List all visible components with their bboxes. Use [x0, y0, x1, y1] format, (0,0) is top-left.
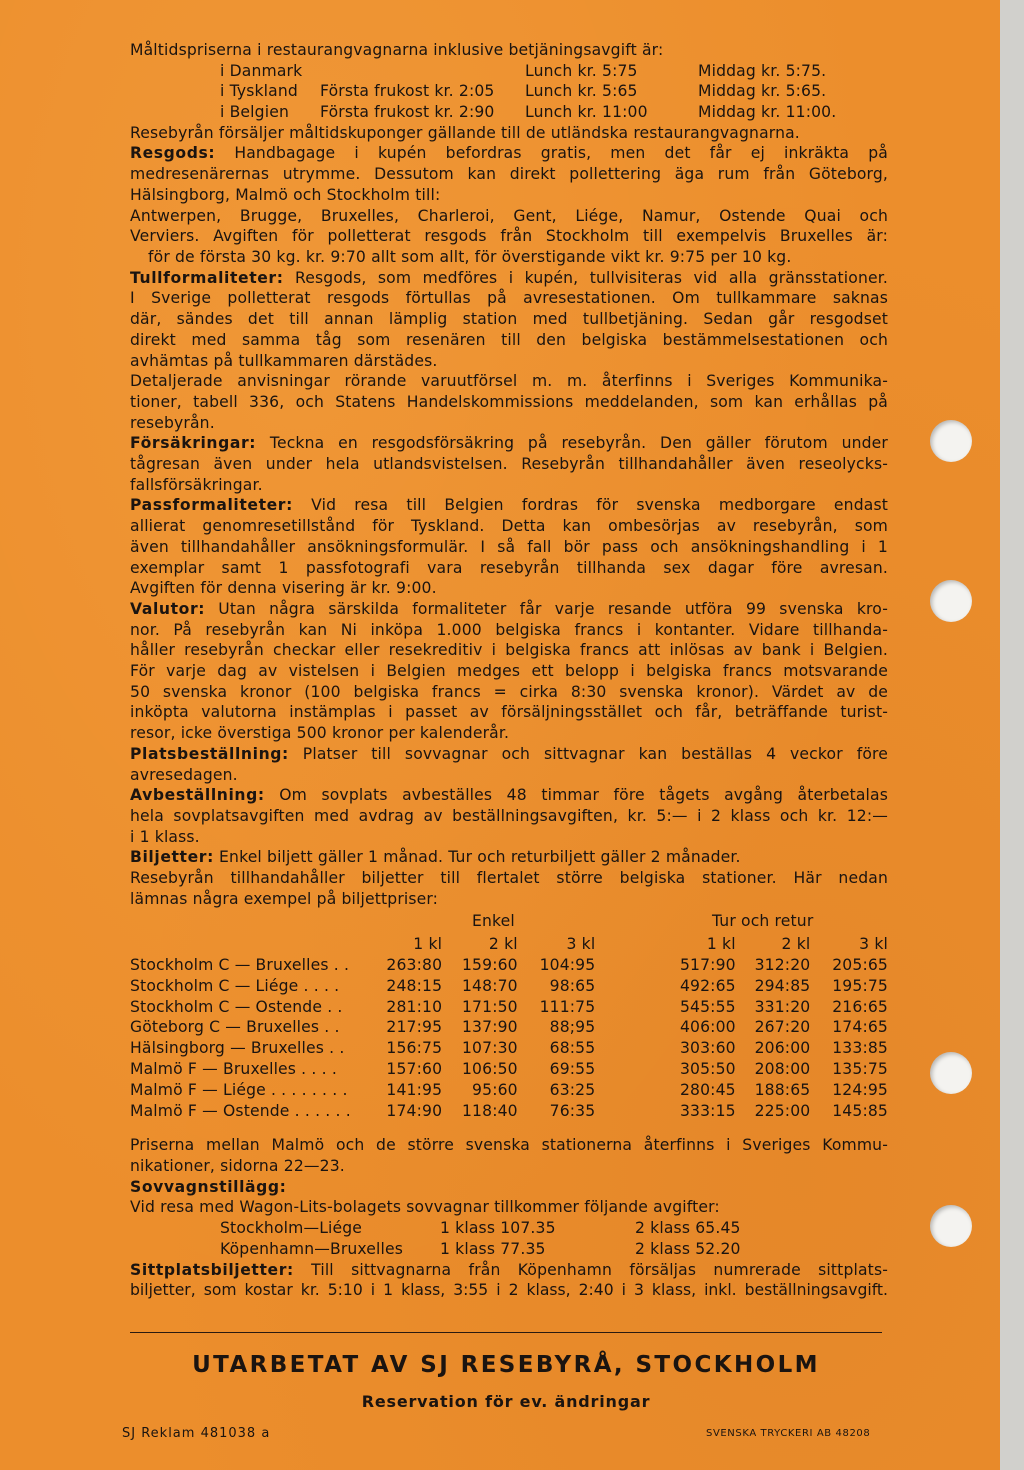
- price-cell: 95:60: [472, 1080, 518, 1099]
- forsakring-line: Försäkringar: Teckna en resgodsförsäkring på resebyrån. Den gäller förutom under: [130, 434, 888, 453]
- tull-line: avhämtas på tullkammaren därstädes.: [130, 351, 438, 370]
- class-header: 2 kl: [488, 935, 518, 954]
- price-cell: 406:00: [679, 1018, 736, 1037]
- price-cell: 248:15: [386, 976, 443, 995]
- price-cell: 174:90: [386, 1101, 443, 1120]
- price-cell: 118:40: [461, 1101, 518, 1120]
- price-cell: 205:65: [832, 956, 888, 975]
- after-table-line: nikationer, sidorna 22—23.: [130, 1157, 345, 1176]
- price-cell: 156:75: [386, 1039, 443, 1058]
- price-cell: 267:20: [754, 1018, 811, 1037]
- price-cell: 545:55: [679, 997, 736, 1016]
- price-cell: 159:60: [461, 956, 518, 975]
- route-cell: Göteborg C — Bruxelles . .: [130, 1018, 340, 1037]
- resgods-line: för de första 30 kg. kr. 9:70 allt som allt, för överstigande vikt kr. 9:75 per 10 kg.: [148, 247, 792, 266]
- platsbestallning-line: avresedagen.: [130, 765, 238, 784]
- price-cell: 104:95: [539, 956, 596, 975]
- price-cell: 68:55: [549, 1039, 596, 1058]
- class-header: 3 kl: [566, 935, 596, 954]
- class-header: 3 kl: [859, 935, 888, 954]
- sovvagn-first: 1 klass 107.35: [440, 1219, 556, 1238]
- pass-line: Passformaliteter: Vid resa till Belgien fordras för svenska medborgare endast: [130, 496, 888, 515]
- price-cell: 517:90: [679, 956, 736, 975]
- punch-hole: [930, 1205, 972, 1247]
- tull-line: I Sverige polletterat resgods förtullas på avresestationen. Om tullkammare saknas: [130, 289, 888, 308]
- section-heading: Avbeställning:: [130, 786, 265, 805]
- footer-subtitle: Reservation för ev. ändringar: [361, 1392, 651, 1411]
- punch-hole: [930, 1052, 972, 1094]
- group-single-label: Enkel: [472, 912, 515, 931]
- pass-line: allierat genomresetillstånd för Tyskland. Detta kan ombesörjas av resebyrån, som: [130, 517, 888, 536]
- meal-lunch: Lunch kr. 5:75: [525, 61, 638, 80]
- meal-breakfast: Första frukost kr. 2:90: [320, 103, 495, 122]
- section-heading: Passformaliteter:: [130, 496, 293, 515]
- price-cell: 111:75: [539, 997, 596, 1016]
- footer-title: UTARBETAT AV SJ RESEBYRÅ, STOCKHOLM: [192, 1352, 820, 1378]
- sovvagn-intro: Vid resa med Wagon-Lits-bolagets sovvagnar tillkommer följande avgifter:: [130, 1198, 720, 1217]
- price-cell: 148:70: [461, 976, 518, 995]
- sovvagn-first: 1 klass 77.35: [440, 1239, 546, 1258]
- biljetter-line: Biljetter: Enkel biljett gäller 1 månad. Tur och returbiljett gäller 2 månader.: [130, 848, 741, 867]
- biljetter-line: Resebyrån tillhandahåller biljetter till flertalet större belgiska stationer. Här nedan: [130, 869, 888, 888]
- tull-line: Tullformaliteter: Resgods, som medföres i kupén, tullvisiteras vid alla gränsstationer.: [130, 268, 888, 287]
- valutor-line: resor, icke överstiga 500 kronor per kalenderår.: [130, 724, 510, 743]
- meal-row: [130, 102, 888, 123]
- resgods-line: Antwerpen, Brugge, Bruxelles, Charleroi, Gent, Liége, Namur, Ostende Quai och: [130, 206, 888, 225]
- section-heading: Sittplatsbiljetter:: [130, 1260, 294, 1279]
- price-cell: 63:25: [549, 1080, 596, 1099]
- class-header: 1 kl: [413, 935, 443, 954]
- price-cell: 76:35: [549, 1101, 596, 1120]
- price-row: [130, 1017, 888, 1038]
- price-table: [130, 934, 888, 1121]
- sovvagn-row: [130, 1239, 888, 1260]
- sovvagn-second: 2 klass 65.45: [635, 1219, 741, 1238]
- meal-dinner: Middag kr. 5:75.: [698, 61, 827, 80]
- price-cell: 208:00: [754, 1060, 811, 1078]
- price-cell: 263:80: [386, 956, 443, 975]
- meal-dinner: Middag kr. 5:65.: [698, 82, 827, 101]
- valutor-line: 50 svenska kronor (100 belgiska francs = cirka 8:30 svenska kronor). Värdet av de: [130, 682, 888, 701]
- tull-line: tioner, tabell 336, och Statens Handelskommissions meddelanden, som kan erhållas på: [130, 392, 888, 411]
- price-cell: 141:95: [386, 1080, 443, 1099]
- price-cell: 280:45: [679, 1080, 736, 1099]
- price-cell: 331:20: [754, 997, 811, 1016]
- route-cell: Stockholm C — Ostende . .: [130, 997, 343, 1016]
- print-code: SJ Reklam 481038 a: [122, 1426, 271, 1441]
- meal-country: i Danmark: [220, 61, 303, 80]
- price-cell: 98:65: [549, 976, 596, 995]
- price-cell: 492:65: [679, 976, 736, 995]
- forsakring-line: tågresan även under hela utlandsvistelsen. Resebyrån tillhandahåller även reseolycks-: [130, 455, 888, 474]
- avbestallning-line: i 1 klass.: [130, 827, 200, 846]
- pass-line: Avgiften för denna visering är kr. 9:00.: [130, 579, 437, 598]
- price-row: [130, 976, 888, 997]
- route-cell: Malmö F — Bruxelles . . . .: [130, 1060, 337, 1078]
- meals-intro: Måltidspriserna i restaurangvagnarna inklusive betjäningsavgift är:: [130, 41, 664, 59]
- sovvagn-heading: Sovvagnstillägg:: [130, 1177, 287, 1196]
- after-table-line: Priserna mellan Malmö och de större svenska stationerna återfinns i Sveriges Kommu-: [130, 1136, 888, 1155]
- meal-country: i Tyskland: [220, 82, 298, 101]
- price-cell: 303:60: [679, 1039, 736, 1058]
- price-row: [130, 997, 888, 1018]
- printer-imprint: SVENSKA TRYCKERI AB 48208: [706, 1428, 871, 1439]
- price-row: [130, 1101, 888, 1122]
- sovvagn-route: Köpenhamn—Bruxelles: [220, 1239, 404, 1258]
- price-cell: 216:65: [832, 997, 888, 1016]
- group-return-label: Tur och retur: [712, 912, 814, 931]
- price-cell: 171:50: [461, 997, 518, 1016]
- route-cell: Stockholm C — Liége . . . .: [130, 976, 340, 995]
- sovvagn-second: 2 klass 52.20: [635, 1239, 741, 1258]
- price-cell: 217:95: [386, 1018, 443, 1037]
- pass-line: även tillhandahåller ansökningsformulär. I så fall bör pass och ansökningshandling i 1: [130, 537, 888, 556]
- price-table-header: [130, 934, 888, 955]
- price-cell: 174:65: [832, 1018, 888, 1037]
- price-cell: 135:75: [832, 1060, 888, 1078]
- forsakring-line: fallsförsäkringar.: [130, 475, 263, 494]
- meal-lunch: Lunch kr. 11:00: [525, 103, 648, 122]
- price-cell: 188:65: [754, 1080, 811, 1099]
- price-cell: 281:10: [386, 997, 443, 1016]
- price-cell: 157:60: [386, 1060, 443, 1078]
- price-cell: 145:85: [832, 1101, 888, 1120]
- tull-line: direkt med samma tåg som resenären till den belgiska bestämmelsestationen och: [130, 330, 888, 349]
- route-cell: Stockholm C — Bruxelles . .: [130, 956, 350, 975]
- resgods-line: Hälsingborg, Malmö och Stockholm till:: [130, 185, 441, 204]
- class-header: 1 kl: [706, 935, 736, 954]
- tull-line: resebyrån.: [130, 413, 215, 432]
- price-cell: 137:90: [461, 1018, 518, 1037]
- sittplats-line: biljetter, som kostar kr. 5:10 i 1 klass, 3:55 i 2 klass, 2:40 i 3 klass, inkl. beställningsavgift.: [130, 1281, 888, 1300]
- price-cell: 195:75: [832, 976, 888, 995]
- route-cell: Malmö F — Liége . . . . . . . .: [130, 1080, 348, 1099]
- price-cell: 305:50: [679, 1060, 736, 1078]
- meal-row: [130, 81, 888, 102]
- price-cell: 206:00: [754, 1039, 811, 1058]
- punch-hole: [930, 420, 972, 462]
- meal-country: i Belgien: [220, 103, 289, 122]
- punch-hole: [930, 580, 972, 622]
- price-rows: [130, 955, 888, 1121]
- route-cell: Malmö F — Ostende . . . . . .: [130, 1101, 351, 1120]
- valutor-line: nor. På resebyrån kan Ni inköpa 1.000 belgiska francs i kontanter. Vidare tillhanda-: [130, 620, 888, 639]
- tull-line: där, sändes det till annan lämplig station med tullbetjäning. Sedan går resgodset: [130, 310, 888, 329]
- price-cell: 133:85: [832, 1039, 888, 1058]
- biljetter-line: lämnas några exempel på biljettpriser:: [130, 889, 439, 908]
- sittplats-line: Sittplatsbiljetter: Till sittvagnarna från Köpenhamn försäljas numrerade sittplats-: [130, 1260, 888, 1279]
- price-row: [130, 1038, 888, 1059]
- platsbestallning-line: Platsbeställning: Platser till sovvagnar och sittvagnar kan beställas 4 veckor före: [130, 744, 888, 763]
- meal-row: [130, 61, 888, 82]
- resgods-line: medresenärernas utrymme. Dessutom kan direkt pollettering äga rum från Göteborg,: [130, 165, 888, 184]
- route-cell: Hälsingborg — Bruxelles . .: [130, 1039, 345, 1058]
- section-heading: Platsbeställning:: [130, 744, 289, 763]
- valutor-line: håller resebyrån checkar eller resekreditiv i belgiska francs att inlösas av bank i Belgien.: [130, 641, 888, 660]
- sovvagn-row: [130, 1218, 888, 1239]
- section-heading: Tullformaliteter:: [130, 268, 284, 287]
- price-row: [130, 1059, 888, 1080]
- valutor-line: inköpta valutorna instämplas i passet av försäljningsstället och får, beträffande turist-: [130, 703, 888, 722]
- resgods-line: Resgods: Handbagage i kupén befordras gratis, men det får ej inkräkta på: [130, 144, 888, 163]
- valutor-line: För varje dag av vistelsen i Belgien medges ett belopp i belgiska francs motsvarande: [130, 662, 888, 681]
- main-text: [130, 40, 888, 1301]
- price-cell: 124:95: [832, 1080, 888, 1099]
- price-cell: 294:85: [754, 976, 811, 995]
- avbestallning-line: Avbeställning: Om sovplats avbeställes 48 timmar före tågets avgång återbetalas: [130, 786, 888, 805]
- price-cell: 107:30: [461, 1039, 518, 1058]
- pass-line: exemplar samt 1 passfotografi vara resebyrån tillhanda sex dagar före avresan.: [130, 558, 888, 577]
- meals-coupons: Resebyrån försäljer måltidskuponger gällande till de utländska restaurangvagnarna.: [130, 123, 800, 142]
- avbestallning-line: hela sovplatsavgiften med avdrag av beställningsavgiften, kr. 5:— i 2 klass och kr. 12:—: [130, 806, 888, 825]
- footer-divider: [130, 1332, 882, 1333]
- section-heading: Försäkringar:: [130, 434, 257, 453]
- valutor-line: Valutor: Utan några särskilda formaliteter får varje resande utföra 99 svenska kro-: [130, 599, 888, 618]
- resgods-line: Verviers. Avgiften för polletterat resgods från Stockholm till exempelvis Bruxelles är:: [130, 227, 888, 246]
- section-heading: Biljetter:: [130, 848, 214, 867]
- price-cell: 88;95: [549, 1018, 596, 1037]
- price-cell: 69:55: [549, 1060, 596, 1078]
- price-cell: 225:00: [754, 1101, 811, 1120]
- sovvagn-route: Stockholm—Liége: [220, 1219, 363, 1238]
- price-row: [130, 1080, 888, 1101]
- price-cell: 312:20: [754, 956, 811, 975]
- section-heading: Valutor:: [130, 599, 206, 618]
- price-cell: 333:15: [679, 1101, 736, 1120]
- price-cell: 106:50: [461, 1060, 518, 1078]
- meal-dinner: Middag kr. 11:00.: [698, 103, 837, 122]
- meal-breakfast: Första frukost kr. 2:05: [320, 82, 495, 101]
- tull-line: Detaljerade anvisningar rörande varuutförsel m. m. återfinns i Sveriges Kommunika-: [130, 372, 888, 391]
- class-header: 2 kl: [781, 935, 811, 954]
- price-row: [130, 955, 888, 976]
- meal-lunch: Lunch kr. 5:65: [525, 82, 638, 101]
- section-heading: Resgods:: [130, 144, 216, 163]
- price-table-groups: [130, 911, 888, 932]
